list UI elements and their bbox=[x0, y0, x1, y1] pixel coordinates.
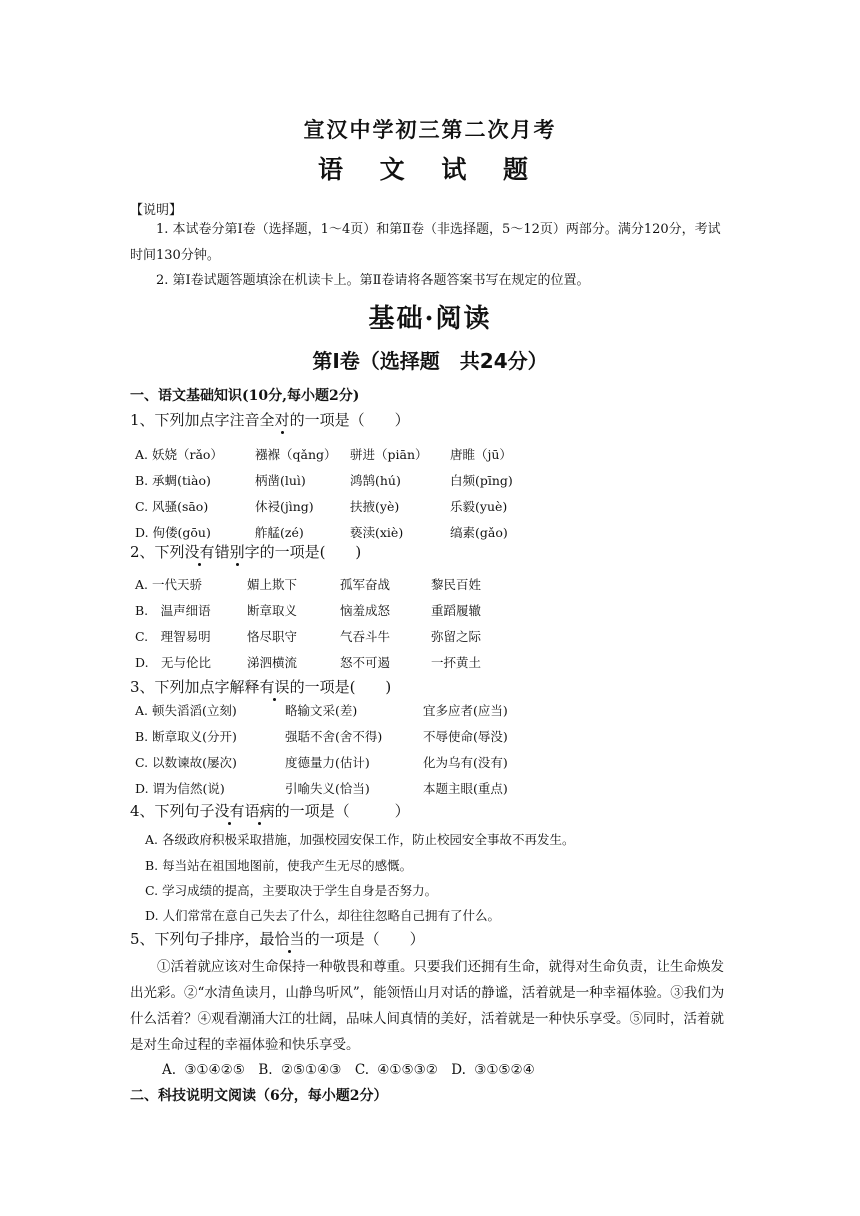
exam-title: 宣汉中学初三第二次月考 bbox=[303, 117, 557, 142]
q4-option-b: B. 每当站在祖国地图前，使我产生无尽的感慨。 bbox=[145, 858, 413, 873]
instruction-item-1: 1. 本试卷分第Ⅰ卷（选择题，1～4页）和第Ⅱ卷（非选择题，5～12页）两部分。满分120分，考试时间130分钟。 bbox=[130, 222, 721, 263]
q5-passage: ①活着就应该对生命保持一种敬畏和尊重。只要我们还拥有生命，就得对生命负责，让生命焕发出光彩。②“水清鱼读月，山静鸟听风”，能领悟山月对话的静谧，活着就是一种幸福体验。③我们为什么活着？④观看潮涌大江的壮阔，品味人间真情的美好，活着就是一种快乐享受。⑤同时，活着就是对生命过程的幸福体验和快乐享受。 bbox=[130, 959, 725, 1053]
q4-option-c: C. 学习成绩的提高，主要取决于学生自身是否努力。 bbox=[145, 883, 438, 898]
q4-option-d: D. 人们常常在意自己失去了什么，却往往忽略自己拥有了什么。 bbox=[145, 908, 501, 923]
emphasis-dot: 错别字 bbox=[214, 543, 260, 561]
question-1-stem: 1、下列加点字注音全对的一项是（ ） bbox=[130, 411, 410, 429]
q4-option-a: A. 各级政府积极采取措施，加强校园安保工作，防止校园安全事故不再发生。 bbox=[145, 832, 575, 847]
part2-heading: 二、科技说明文阅读（6分，每小题2分） bbox=[130, 1088, 388, 1104]
instruction-item-2: 2. 第Ⅰ卷试题答题填涂在机读卡上。第Ⅱ卷请将各题答案书写在规定的位置。 bbox=[156, 273, 590, 288]
emphasis-dot: 没有 bbox=[184, 543, 215, 561]
emphasis-dot: 对 bbox=[274, 411, 290, 429]
exam-subject: 语 文 试 题 bbox=[317, 155, 543, 184]
question-4-stem: 4、下列句子没有语病的一项是（ ） bbox=[130, 802, 410, 820]
question-2-stem: 2、下列没有错别字的一项是( ) bbox=[130, 543, 362, 561]
emphasis-dot: 有误 bbox=[259, 678, 290, 696]
exam-page: 宣汉中学初三第二次月考 语 文 试 题 【说明】 1. 本试卷分第Ⅰ卷（选择题，1～4页）和第Ⅱ卷（非选择题，5～12页）两部分。满分120分，考试时间130分钟。 2. 第Ⅰ卷试题答题填涂在机读卡上。第Ⅱ卷请将各题答案书写在规定的位置。 基础·阅读 第Ⅰ卷（选择题 共24分） 一、语文基础知识(10分,每小题2分) 1、下列加点字注音全对的一项是（ ） A. 妖娆（rǎo） 襁褓（qǎng） 骈进（piān） 唐睢（jū） B. 承蜩(tiào) 柄凿(luì) 鸿鹄(hú) 白频(pīng) C. 风骚(sāo) 休祲(jìng) 扶掖(yè) 乐毅(yuè) D. 佝偻(gōu) 舴艋(zé) 亵渎(xiè) 缟素(gǎo) 2、下列没有错别字的一项是( ) A. 一代天骄 媚上欺下 孤军奋战 黎民百姓 B. 温声细语 断章取义 恼羞成怒 重蹈履辙 C. 理智易明 恪尽职守 气吞斗牛 弥留之际 D. 无与伦比 涕泗横流 怒不可遏 一抔黄土 3、下列加点字解释有误的一项是( ) A. 顿失滔滔(立刻) 略输文采(差) 宜多应者(应当) B. 断章取义(分开) 强聒不舍(舍不得) 不辱使命(辱没) C. 以数谏故(屡次) 度德量力(估计) 化为乌有(没有) D. 谓为信然(说) 引喻失义(恰当) 本题主眼(重点) 4、下列句子没有语病的一项是（ ） A. 各级政府积极采取措施，加强校园安保工作，防止校园安全事故不再发生。 B. 每当站在祖国地图前，使我产生无尽的感慨。 C. 学习成绩的提高，主要取决于学生自身是否努力。 D. 人们常常在意自己失去了什么，却往往忽略自己拥有了什么。 5、下列句子排序，最恰当的一项是（ ） ①活着就应该对生命保持一种敬畏和尊重。只要我们还拥有生命，就得对生命负责，让生命焕发出光彩。②“水清鱼读月，山静鸟听风”，能领悟山月对话的静谧，活着就是一种幸福体验。③我们为什么活着？④观看潮涌大江的壮阔，品味人间真情的美好，活着就是一种快乐享受。⑤同时，活着就是对生命过程的幸福体验和快乐享受。 A. ③①④②⑤ B. ②⑤①④③ C. ④①⑤③② D. ③①⑤②④ 二、科技说明文阅读（6分，每小题2分） bbox=[0, 0, 860, 1216]
part1-heading: 一、语文基础知识(10分,每小题2分) bbox=[130, 388, 360, 404]
emphasis-dot: 没有 bbox=[214, 802, 245, 820]
emphasis-dot: 语病 bbox=[244, 802, 275, 820]
question-3-stem: 3、下列加点字解释有误的一项是( ) bbox=[130, 678, 392, 696]
question-5-stem: 5、下列句子排序，最恰当的一项是（ ） bbox=[130, 930, 425, 948]
q5-answer-options: A. ③①④②⑤ B. ②⑤①④③ C. ④①⑤③② D. ③①⑤②④ bbox=[162, 1062, 535, 1078]
instructions-heading: 【说明】 bbox=[130, 203, 183, 218]
section-title: 基础·阅读 bbox=[368, 304, 492, 334]
part-title: 第Ⅰ卷（选择题 共24分） bbox=[312, 349, 548, 373]
emphasis-dot: 恰当 bbox=[274, 930, 305, 948]
